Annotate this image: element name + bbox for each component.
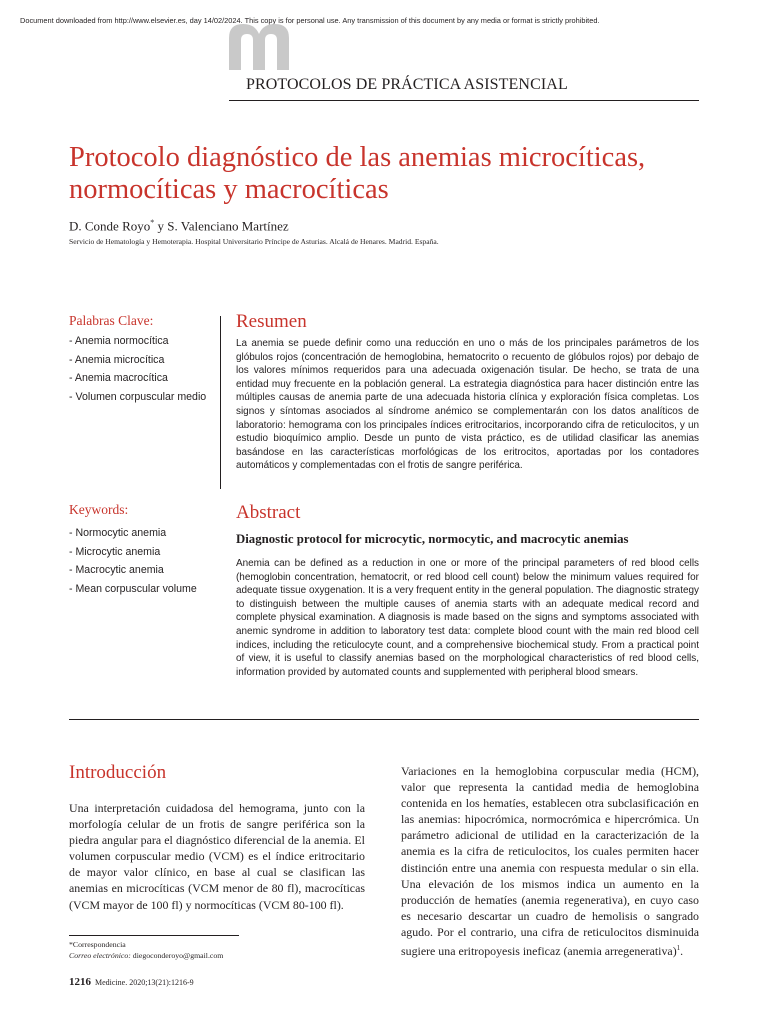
intro-paragraph-1: Una interpretación cuidadosa del hemograma, junto con la morfología celular de un frotis de sangre periférica son la piedra angular para el diagnóstico diferencial de la anemia. El volumen corpuscular medio (VCM) es el índice eritrocitario de mayor valor clínico, en base al cual se clasifican las anemias en microcíticas (VCM menor de 80 fl), macrocíticas (VCM mayor de 100 fl) y normocíticas (VCM 80-100 fl). [69,801,365,912]
list-item: - Microcytic anemia [69,545,161,558]
section-rule [69,719,699,720]
email-line [69,950,223,961]
intro-paragraph-2-text: Variaciones en la hemoglobina corpuscular media (HCM), valor que representa la cantidad media de hemoglobina contenida en los hematíes, establecen otra subclasificación en las anemias: hipocrómica, normocrómica e hipercrómica. Un parámetro adicional de utilidad en la caracterización de la anemia es la cifra de reticulocitos, los cuales permiten hacer distinción entre una anemia con respuesta medular o sin ella. Una elevación de los mismos indica un aumento en la producción de hematíes (anemia regenerativa), en cuyo caso es necesario descartar un cuadro de hemolisis o sangrado agudo. Por el contrario, una cifra de reticulocitos disminuida sugiere una eritropoyesis ineficaz (anemia arregenerativa) [401,764,699,958]
citation: Medicine. 2020;13(21):1216-9 [95,978,194,987]
title-line-1: Protocolo diagnóstico de las anemias microcíticas, [69,142,646,173]
page-footer [69,976,194,988]
list-item: - Anemia macrocítica [69,372,168,385]
list-item: - Anemia normocítica [69,335,169,347]
copyright-notice: Document downloaded from http://www.elsevier.es, day 14/02/2024. This copy is for personal use. Any transmission of this document by any media or format is strictly prohibited. [20,16,600,25]
keywords-list [69,524,197,598]
email-link[interactable]: diegoconderoyo@gmail.com [130,951,224,960]
footnote-rule [69,935,239,936]
list-item: - Macrocytic anemia [69,564,164,577]
keywords-heading: Keywords: [69,502,129,517]
correspondence-mark: * [150,218,155,227]
resumen-heading: Resumen [236,311,307,332]
footnote [69,939,223,961]
list-item: - Volumen corpuscular medio [69,390,207,403]
list-item: - Normocytic anemia [69,527,167,539]
section-title: PROTOCOLOS DE PRÁCTICA ASISTENCIAL [246,76,568,93]
palabras-clave-heading: Palabras Clave: [69,313,154,328]
abstract-subtitle: Diagnostic protocol for microcytic, normocytic, and macrocytic anemias [236,532,629,546]
journal-m-logo-icon [229,24,289,70]
list-item: - Anemia microcítica [69,353,165,366]
authors [69,218,289,234]
intro-paragraph-2-end: . [680,944,684,958]
article-title [69,142,729,206]
title-line-2: normocíticas y macrocíticas [69,174,389,205]
palabras-clave-list [69,332,206,406]
list-item: - Mean corpuscular volume [69,582,197,595]
author-primary: D. Conde Royo [69,218,151,234]
correspondence-label: *Correspondencia [69,940,126,949]
abstract-heading: Abstract [236,502,301,523]
resumen-text: La anemia se puede definir como una reducción en uno o más de los principales parámetros de los glóbulos rojos (concentración de hemoglobina, hematocrito o recuento de glóbulos rojos) por debajo de los valores mínimos requeridos para una adecuada oxigenación tisular. De hecho, se trata de una entidad muy frecuente en la población general. La estrategia diagnóstica para hacer distinción entre las múltiples causas de anemia parte de una adecuada historia clínica y exploración física completas. Los signos y síntomas asociados al síndrome anémico se complementarán con los datos analíticos de laboratorio: hemograma con los principales índices eritrocitarios, incorporando cifra de reticulocitos, y un estudio bioquímico amplio. Desde un punto de vista práctico, es de utilidad clasificar las anemias basándose en las características morfológicas de los eritrocitos, aportadas por los contadores automáticos y complementadas con el frotis de sangre periférica. [236,338,699,472]
abstract-text: Anemia can be defined as a reduction in one or more of the principal parameters of red blood cells (hemoglobin concentration, hematocrit, or red blood cell count) below the minimum values required for adequate tissue oxygenation. It is a very frequent entity in the general population. The diagnostic strategy to distinguish between the multiple causes of anemia starts with an adequate medical record and complete physical examination. A diagnosis is made based on the signs and symptoms associated with anemic syndrome in addition to laboratory test data: complete blood count with the main red blood cell indices, including the reticulocyte count, and a comprehensive biochemical study. From a practical point of view, it is useful to classify anemias based on the morphological characteristics of red blood cells, information provided by automated counts and supplemented with peripheral blood smears. [236,558,699,678]
column-divider [220,316,221,489]
introduccion-heading: Introducción [69,762,167,783]
header-rule [229,100,699,101]
email-label: Correo electrónico: [69,951,131,960]
page-number: 1216 [69,976,91,988]
affiliation: Servicio de Hematología y Hemoterapia. Hospital Universitario Príncipe de Asturias. Alcalá de Henares. Madrid. España. [69,237,439,246]
author-rest: y S. Valenciano Martínez [154,218,289,234]
intro-paragraph-2 [401,763,699,959]
reference-mark: 1 [676,944,681,953]
